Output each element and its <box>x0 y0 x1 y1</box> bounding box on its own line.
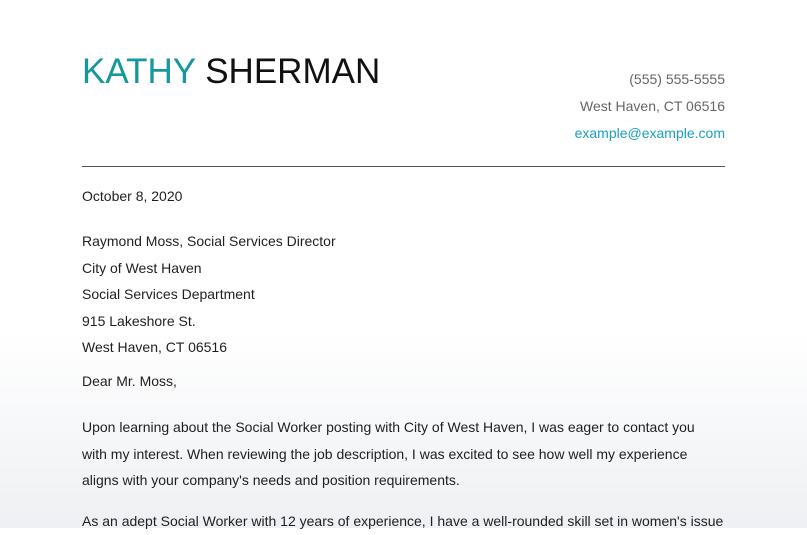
recipient-line: 915 Lakeshore St. <box>82 312 196 329</box>
recipient-line: West Haven, CT 06516 <box>82 339 228 355</box>
contact-block <box>575 66 725 147</box>
recipient-line: City of West Haven <box>82 259 202 276</box>
paragraph-line: As an adept Social Worker with 12 years of experience, I have a well-rounded skill set in women's issue <box>82 513 724 529</box>
paragraph-line: aligns with your company's needs and position requirements. <box>82 472 460 488</box>
header-divider <box>82 166 725 167</box>
address: West Haven, CT 06516 <box>579 98 725 114</box>
phone-number: (555) 555-5555 <box>629 71 725 87</box>
recipient-line: Raymond Moss, Social Services Director <box>82 233 336 249</box>
letter-date: October 8, 2020 <box>82 188 183 204</box>
first-name: KATHY <box>82 52 196 91</box>
recipient-line: Social Services Department <box>82 286 255 302</box>
paragraph-intro <box>82 414 725 494</box>
paragraph-experience <box>82 508 732 535</box>
email-link[interactable]: example@example.com <box>574 125 725 141</box>
recipient-block <box>82 228 336 361</box>
salutation: Dear Mr. Moss, <box>82 373 177 389</box>
paragraph-line: Upon learning about the Social Worker posting with City of West Haven, I was eager to contact you <box>82 419 695 435</box>
applicant-name <box>82 54 380 90</box>
last-name: SHERMAN <box>205 52 381 91</box>
paragraph-line: with my interest. When reviewing the job description, I was excited to see how well my experience <box>82 445 688 462</box>
